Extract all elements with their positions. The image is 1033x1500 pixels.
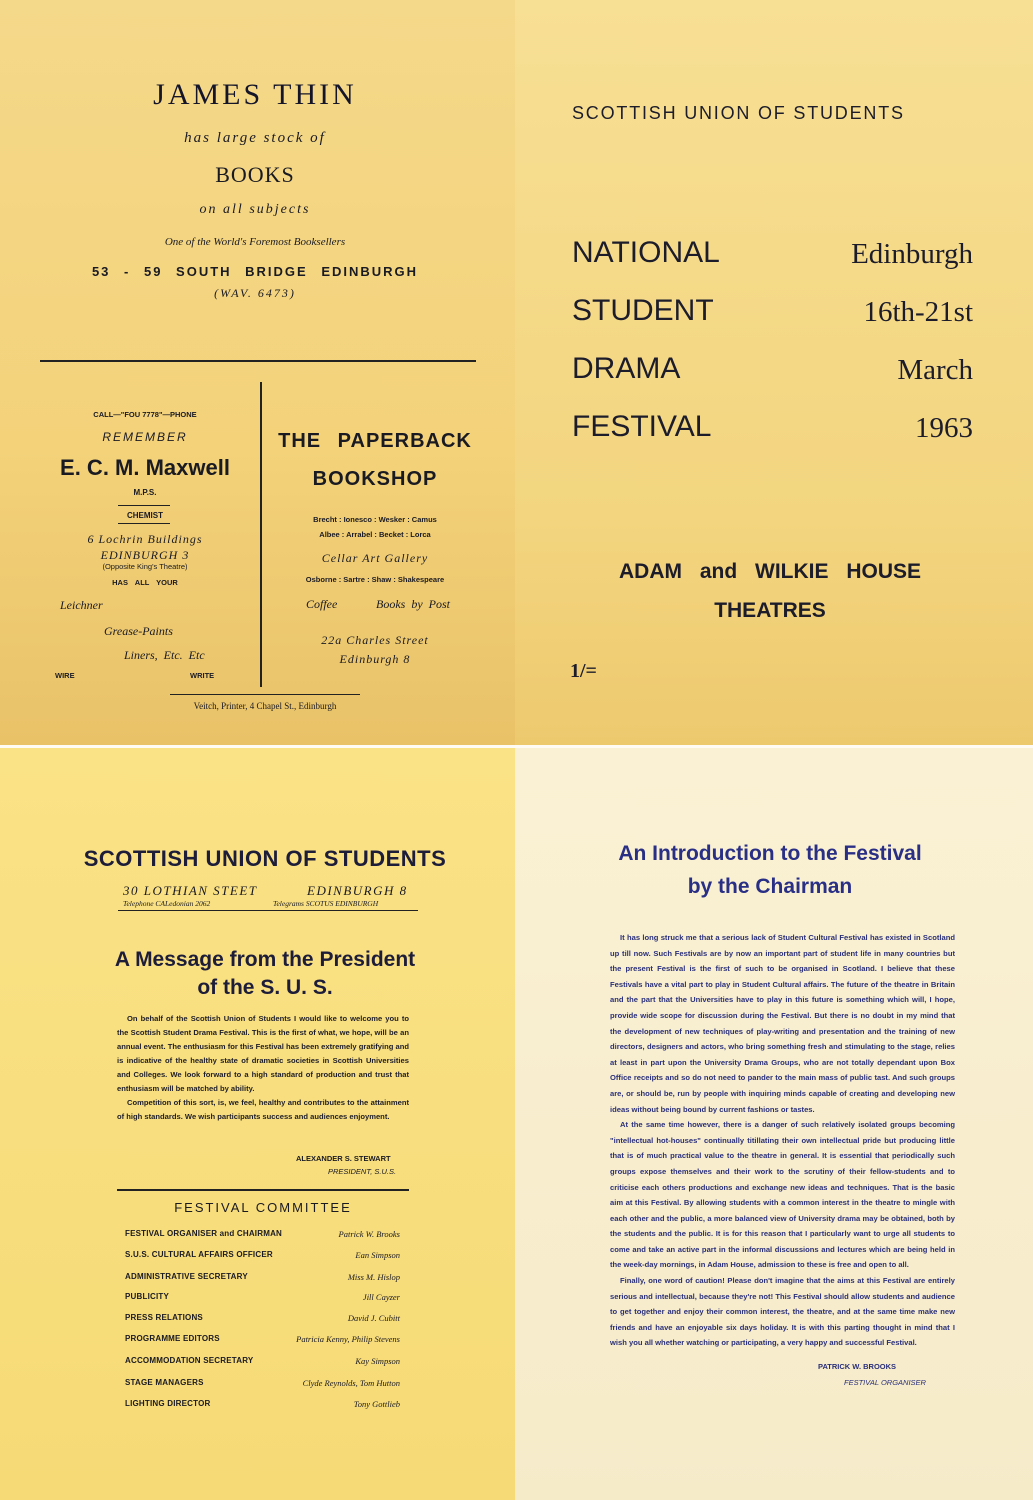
committee-role: PUBLICITY (125, 1292, 170, 1301)
president-message (117, 1012, 409, 1124)
divider (118, 523, 170, 524)
paperback-title2: BOOKSHOP (312, 468, 438, 490)
committee-row (125, 1378, 400, 1398)
committee-row (125, 1399, 400, 1419)
front-venue1: ADAM and WILKIE HOUSE (619, 560, 921, 583)
intro-paragraph: Finally, one word of caution! Please don't imagine that the aims at this Festival are entirely serious and intellectual, because they're not! This Festival should allow students and audience to get together and enjoy their common interest, the theatre, and at the same time make new friends and have an enjoyable six days holiday. It is with this parting thought in mind that I wish you all whether watching or participating, a very happy and successful Festival. (610, 1276, 955, 1348)
james-thin-phone: (WAV. 6473) (214, 286, 296, 300)
committee-name: David J. Cubitt (347, 1313, 400, 1323)
maxwell-mps: M.P.S. (133, 488, 157, 497)
divider (117, 1189, 409, 1191)
president-heading2: of the S. U. S. (197, 976, 333, 999)
divider (118, 910, 418, 911)
maxwell-write: WRITE (190, 671, 215, 680)
intro-title1: An Introduction to the Festival (618, 842, 922, 865)
front-left-2: STUDENT (572, 294, 714, 327)
president-signer: ALEXANDER S. STEWART (296, 1154, 391, 1163)
intro-title2: by the Chairman (687, 875, 853, 898)
printer-credit: Veitch, Printer, 4 Chapel St., Edinburgh (193, 701, 337, 711)
james-thin-books: BOOKS (215, 162, 295, 187)
front-venue2: THEATRES (714, 599, 826, 622)
committee-name: Kay Simpson (355, 1356, 400, 1366)
front-right-4: 1963 (915, 412, 973, 444)
paperback-authors1: Brecht : Ionesco : Wesker : Camus (313, 515, 437, 524)
committee-name: Jill Cayzer (362, 1292, 400, 1302)
james-thin-line3: One of the World's Foremost Booksellers (164, 236, 346, 248)
committee-role: S.U.S. CULTURAL AFFAIRS OFFICER (125, 1250, 273, 1259)
front-price: 1/= (570, 660, 597, 682)
committee-name: Miss M. Hislop (347, 1272, 400, 1282)
committee-row (125, 1334, 400, 1354)
front-left-3: DRAMA (572, 352, 681, 385)
maxwell-liners: Liners, Etc. Etc (124, 648, 205, 662)
paperback-gallery: Cellar Art Gallery (321, 551, 429, 565)
front-left-1: NATIONAL (572, 236, 720, 269)
committee-row (125, 1250, 400, 1270)
committee-row (125, 1313, 400, 1333)
front-right-2: 16th-21st (863, 296, 973, 328)
maxwell-remember: REMEMBER (102, 430, 188, 444)
committee-name: Patricia Kenny, Philip Stevens (296, 1334, 400, 1344)
maxwell-call: CALL—"FOU 7778"—PHONE (93, 410, 197, 419)
maxwell-name: E. C. M. Maxwell (60, 455, 230, 480)
committee-name: Clyde Reynolds, Tom Hutton (302, 1378, 400, 1388)
intro-paragraph: It has long struck me that a serious lack of Student Cultural Festival has existed in Scotland up till now. Such Festivals are by now an important part of student life in many countries but the present Festival is the first of such to be organised in Scotland. I believe that these Festivals have a vital part to play in Student Cultural affairs. The future of the theatre in Britain and the part that the Universities have to play in this future is something which will, I hope, provide wide scope for discussion during the Festival. But there is no doubt in my mind that the development of new techniques of play-writing and presentation and the training of new directors, designers and actors, who bring something fresh and stimulating to the stage, relies at least in part upon the University Drama Groups, who are not totally dependant upon Box Office receipts and so do not need to pander to the main mass of public tast. And such groups are, or should be, run by people with inquiring minds capable of creating and developing new ideas without being bound by current fashions or tastes. (610, 933, 955, 1114)
front-right-3: March (897, 354, 973, 386)
maxwell-addr3: (Opposite King's Theatre) (102, 562, 188, 571)
maxwell-wire: WIRE (55, 671, 75, 680)
president-heading1: A Message from the President (114, 948, 416, 971)
maxwell-chemist: CHEMIST (127, 511, 163, 520)
maxwell-grease: Grease-Paints (104, 624, 173, 638)
committee-name: Patrick W. Brooks (338, 1229, 400, 1239)
james-thin-address: 53 - 59 SOUTH BRIDGE EDINBURGH (91, 264, 419, 279)
divider (170, 694, 360, 695)
committee-role: ACCOMMODATION SECRETARY (125, 1356, 254, 1365)
committee-row (125, 1356, 400, 1376)
committee-title: FESTIVAL COMMITTEE (174, 1200, 352, 1215)
front-union-title: SCOTTISH UNION OF STUDENTS (572, 103, 905, 123)
committee-role: FESTIVAL ORGANISER and CHAIRMAN (125, 1229, 283, 1238)
sus-address: 30 LOTHIAN STEET (123, 883, 258, 898)
james-thin-line1: has large stock of (184, 130, 326, 146)
committee-name: Tony Gottlieb (353, 1399, 400, 1409)
front-left-4: FESTIVAL (572, 410, 712, 443)
committee-row (125, 1272, 400, 1292)
front-right-1: Edinburgh (851, 238, 973, 270)
president-signer-title: PRESIDENT, S.U.S. (328, 1167, 397, 1176)
james-thin-line2: on all subjects (199, 202, 311, 217)
paperback-street: 22a Charles Street (321, 633, 429, 647)
committee-role: PRESS RELATIONS (125, 1313, 203, 1322)
divider (260, 382, 262, 687)
committee-role: PROGRAMME EDITORS (125, 1334, 220, 1343)
paperback-title1: THE PAPERBACK (278, 430, 472, 452)
intro-signer: PATRICK W. BROOKS (818, 1362, 897, 1371)
paperback-city: Edinburgh 8 (339, 652, 411, 666)
maxwell-has-all: HAS ALL YOUR (112, 578, 178, 587)
paperback-coffee: Coffee (306, 597, 338, 611)
divider (118, 505, 170, 506)
paperback-authors2: Albee : Arrabel : Becket : Lorca (319, 530, 431, 539)
committee-name: Ean Simpson (355, 1250, 400, 1260)
intro-body (610, 930, 955, 1351)
maxwell-addr2: EDINBURGH 3 (100, 548, 190, 562)
sus-telegrams: Telegrams SCOTUS EDINBURGH (273, 899, 379, 908)
paperback-post: Books by Post (376, 597, 450, 611)
maxwell-leichner: Leichner (60, 598, 103, 612)
intro-paragraph: At the same time however, there is a danger of such relatively isolated groups becoming "intellectual hot-houses" continually titillating their own intellectual pride but producing little that is of much practical value to the theatre in general. It is essential that periodically such groups expose themselves and their work to the scrutiny of their fellow-students and to criticise each others productions and exchange new ideas and techniques. That is the basic aim at this Festival. By allowing students with a common interest in the theatre to mingle with each other and the public, a more balanced view of University drama may be obtained, both by the students and the public. It is for this reason that I particularly want to urge all students to come and take an active part in the informal discussions and lectures which are being held in the week-day mornings, in Adam House, admission to these is free and open to all. (610, 1120, 955, 1270)
divider (40, 360, 476, 362)
maxwell-addr1: 6 Lochrin Buildings (87, 532, 203, 546)
president-para2: Competition of this sort, is, we feel, healthy and contributes to the attainment of high standards. We wish participants success and audiences enjoyment. (117, 1098, 409, 1121)
committee-row (125, 1229, 400, 1249)
president-para1: On behalf of the Scottish Union of Students I would like to welcome you to the Scottish Student Drama Festival. This is the first of what, we hope, will be an annual event. The enthusiasm for this Festival has been extremely gratifying and is indicative of the healthy state of dramatic societies in Scottish Universities and Colleges. We look forward to a high standard of production and trust that enthusiasm will be matched by ability. (117, 1014, 409, 1093)
intro-signer-title: FESTIVAL ORGANISER (844, 1378, 926, 1387)
committee-row (125, 1292, 400, 1312)
committee-role: STAGE MANAGERS (125, 1378, 204, 1387)
sus-city: EDINBURGH 8 (307, 883, 408, 898)
committee-role: LIGHTING DIRECTOR (125, 1399, 211, 1408)
committee-role: ADMINISTRATIVE SECRETARY (125, 1272, 248, 1281)
james-thin-name: JAMES THIN (153, 78, 357, 111)
sus-telephone: Telephone CALedonian 2062 (123, 899, 211, 908)
paperback-authors3: Osborne : Sartre : Shaw : Shakespeare (305, 575, 445, 584)
sus-title: SCOTTISH UNION OF STUDENTS (83, 846, 447, 871)
